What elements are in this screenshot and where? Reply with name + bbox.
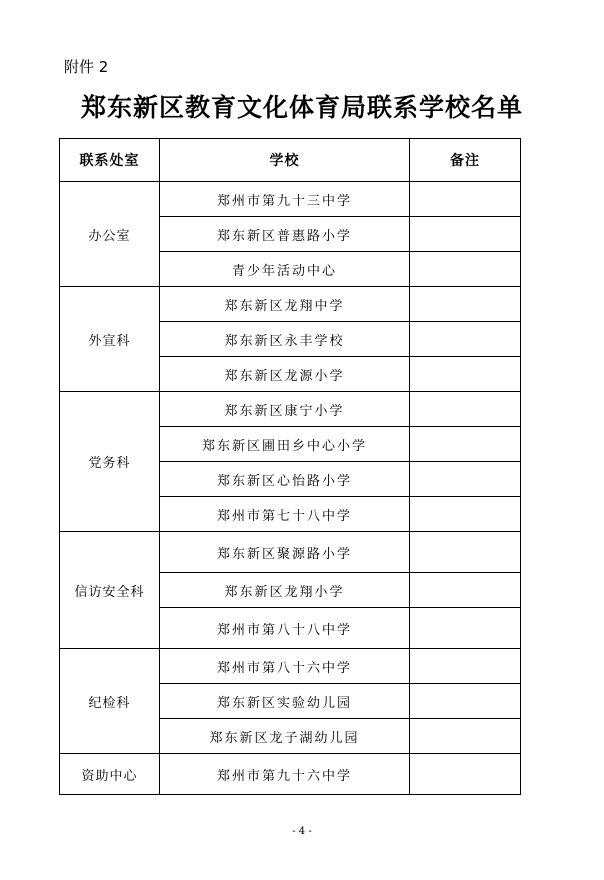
- school-cell: 郑州市第八十八中学: [160, 608, 410, 649]
- column-header-department: 联系处室: [60, 139, 160, 182]
- school-cell: 郑东新区龙翔小学: [160, 573, 410, 608]
- remarks-cell: [410, 684, 521, 719]
- school-cell: 郑东新区圃田乡中心小学: [160, 427, 410, 462]
- school-cell: 郑东新区康宁小学: [160, 392, 410, 427]
- school-cell: 郑州市第九十三中学: [160, 182, 410, 217]
- remarks-cell: [410, 497, 521, 532]
- column-header-school: 学校: [160, 139, 410, 182]
- school-cell: 郑州市第八十六中学: [160, 649, 410, 684]
- remarks-cell: [410, 462, 521, 497]
- remarks-cell: [410, 182, 521, 217]
- table-row: [60, 182, 521, 217]
- remarks-cell: [410, 573, 521, 608]
- department-cell: 党务科: [60, 392, 160, 532]
- remarks-cell: [410, 532, 521, 573]
- table-row: [60, 287, 521, 322]
- school-cell: 郑东新区龙翔中学: [160, 287, 410, 322]
- school-cell: 郑东新区普惠路小学: [160, 217, 410, 252]
- remarks-cell: [410, 357, 521, 392]
- school-cell: 郑东新区永丰学校: [160, 322, 410, 357]
- remarks-cell: [410, 252, 521, 287]
- liaison-table: [59, 138, 521, 795]
- remarks-cell: [410, 649, 521, 684]
- school-cell: 郑州市第九十六中学: [160, 754, 410, 795]
- school-cell: 郑东新区实验幼儿园: [160, 684, 410, 719]
- remarks-cell: [410, 608, 521, 649]
- remarks-cell: [410, 287, 521, 322]
- attachment-label: 附件 2: [64, 58, 109, 76]
- department-cell: 纪检科: [60, 649, 160, 754]
- department-cell: 资助中心: [60, 754, 160, 795]
- remarks-cell: [410, 754, 521, 795]
- table-row: [60, 649, 521, 684]
- department-cell: 信访安全科: [60, 532, 160, 649]
- school-cell: 郑东新区聚源路小学: [160, 532, 410, 573]
- department-cell: 外宣科: [60, 287, 160, 392]
- page-number: - 4 -: [292, 826, 312, 837]
- remarks-cell: [410, 719, 521, 754]
- table-row: [60, 532, 521, 573]
- school-cell: 青少年活动中心: [160, 252, 410, 287]
- remarks-cell: [410, 322, 521, 357]
- table-row: [60, 754, 521, 795]
- table-row: [60, 392, 521, 427]
- school-cell: 郑州市第七十八中学: [160, 497, 410, 532]
- school-cell: 郑东新区龙子湖幼儿园: [160, 719, 410, 754]
- remarks-cell: [410, 392, 521, 427]
- document-title: 郑东新区教育文化体育局联系学校名单: [80, 93, 523, 122]
- remarks-cell: [410, 427, 521, 462]
- school-cell: 郑东新区龙源小学: [160, 357, 410, 392]
- school-cell: 郑东新区心怡路小学: [160, 462, 410, 497]
- remarks-cell: [410, 217, 521, 252]
- column-header-remarks: 备注: [410, 139, 521, 182]
- table-header-row: [60, 139, 521, 182]
- department-cell: 办公室: [60, 182, 160, 287]
